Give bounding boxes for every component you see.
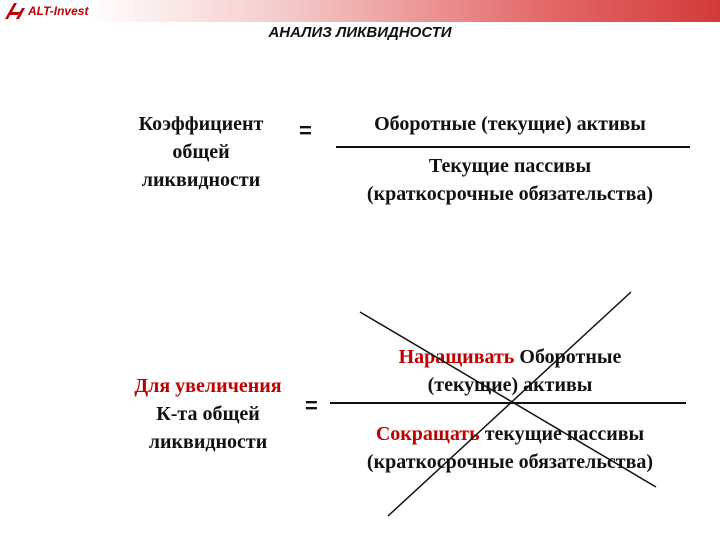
formula2-numerator-line2: (текущие) активы: [427, 374, 593, 396]
formula2-equals: =: [305, 393, 318, 418]
increase-keyword: Наращивать: [398, 346, 515, 368]
denominator-rest: текущие пассивы: [479, 423, 645, 445]
formula2-lhs-red: Для увеличения: [134, 375, 282, 397]
numerator-rest: Оборотные: [514, 346, 622, 368]
formula2-lhs-line: ликвидности: [148, 431, 268, 453]
formula1-lhs-line: общей: [172, 141, 230, 163]
cross-line-1: [360, 312, 656, 487]
formula1-equals: =: [299, 118, 312, 143]
formula1-lhs-line: Коэффициент: [138, 113, 264, 135]
formula2-denominator-line2: (краткосрочные обязательства): [366, 451, 654, 473]
formula1-numerator: Оборотные (текущие) активы: [374, 113, 646, 135]
page-title: АНАЛИЗ ЛИКВИДНОСТИ: [268, 24, 452, 41]
formula1-denominator-line: Текущие пассивы: [428, 155, 592, 177]
formula2-lhs-line: К-та общей: [156, 403, 260, 425]
decrease-keyword: Сокращать: [375, 423, 480, 445]
cross-line-2: [388, 292, 631, 516]
formula1-lhs-line: ликвидности: [141, 169, 261, 191]
formula1-denominator-line: (краткосрочные обязательства): [366, 183, 654, 205]
logo-text: ALT-Invest: [28, 4, 89, 18]
